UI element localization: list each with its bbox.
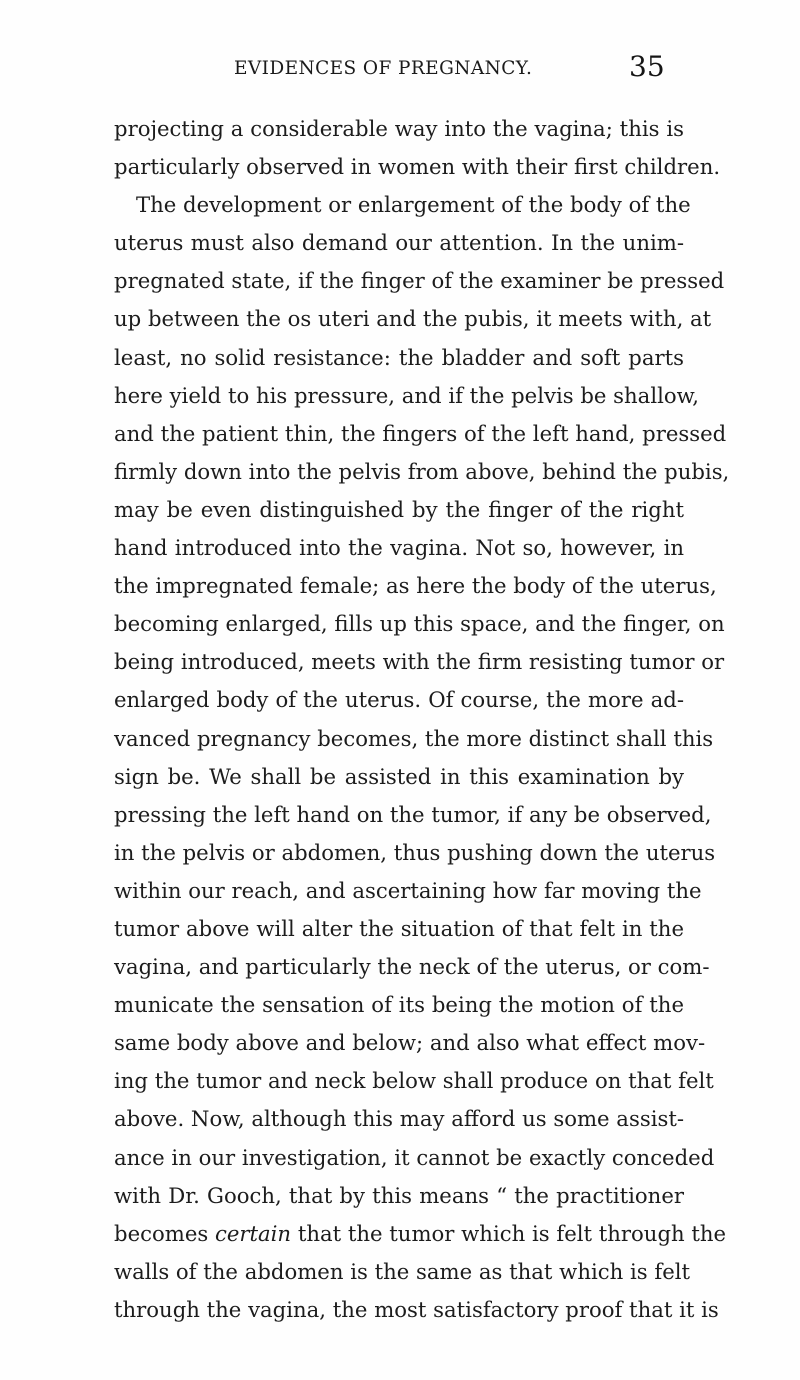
- text-line: in the pelvis or abdomen, thus pushing down the uterus: [114, 839, 716, 865]
- text-line: ance in our investigation, it cannot be exactly conceded: [114, 1144, 715, 1170]
- text-line: here yield to his pressure, and if the pelvis be shallow,: [114, 382, 699, 408]
- text-line: least, no solid resistance: the bladder and soft parts: [114, 344, 684, 370]
- text-line: becoming enlarged, fills up this space, and the finger, on: [114, 611, 725, 637]
- text-line-with-italic: [114, 1215, 727, 1253]
- text-line: The development or enlargement of the body of the: [136, 192, 691, 218]
- running-head: EVIDENCES OF PREGNANCY.: [234, 58, 533, 79]
- text-line: with Dr. Gooch, that by this means “ the practitioner: [114, 1182, 684, 1208]
- text-line: up between the os uteri and the pubis, it meets with, at: [114, 306, 712, 332]
- text-line: uterus must also demand our attention. In the unim-: [114, 230, 684, 256]
- text-line: firmly down into the pelvis from above, behind the pubis,: [114, 458, 730, 484]
- text-line: ing the tumor and neck below shall produce on that felt: [114, 1068, 714, 1094]
- page-number: 35: [629, 50, 665, 83]
- text-line: sign be. We shall be assisted in this examination by: [114, 763, 684, 789]
- text-line: same body above and below; and also what effect mov-: [114, 1030, 706, 1056]
- text-line: and the patient thin, the fingers of the left hand, pressed: [114, 420, 727, 446]
- text-segment: becomes: [114, 1220, 215, 1246]
- text-line: may be even distinguished by the finger of the right: [114, 496, 684, 522]
- text-line: walls of the abdomen is the same as that which is felt: [114, 1258, 691, 1284]
- text-line: municate the sensation of its being the motion of the: [114, 992, 684, 1018]
- text-line: hand introduced into the vagina. Not so, however, in: [114, 535, 684, 561]
- text-line: vanced pregnancy becomes, the more distinct shall this: [114, 725, 714, 751]
- text-line: pressing the left hand on the tumor, if any be observed,: [114, 801, 712, 827]
- text-line: being introduced, meets with the firm resisting tumor or: [114, 649, 725, 675]
- italic-word: certain: [214, 1220, 292, 1246]
- text-line: pregnated state, if the finger of the examiner be pressed: [114, 268, 725, 294]
- text-line: enlarged body of the uterus. Of course, the more ad-: [114, 687, 684, 713]
- text-segment: that the tumor which is felt through the: [291, 1220, 727, 1246]
- text-line: above. Now, although this may afford us some assist-: [114, 1106, 685, 1132]
- text-line: tumor above will alter the situation of that felt in the: [114, 915, 684, 941]
- text-line: through the vagina, the most satisfactory proof that it is: [114, 1296, 719, 1322]
- text-line: particularly observed in women with their first children.: [114, 154, 721, 180]
- text-line: within our reach, and ascertaining how far moving the: [114, 877, 702, 903]
- text-line: projecting a considerable way into the vagina; this is: [114, 116, 684, 141]
- text-line: vagina, and particularly the neck of the uterus, or com-: [114, 954, 710, 980]
- text-line: the impregnated female; as here the body of the uterus,: [114, 573, 717, 599]
- body-text: [114, 110, 730, 1329]
